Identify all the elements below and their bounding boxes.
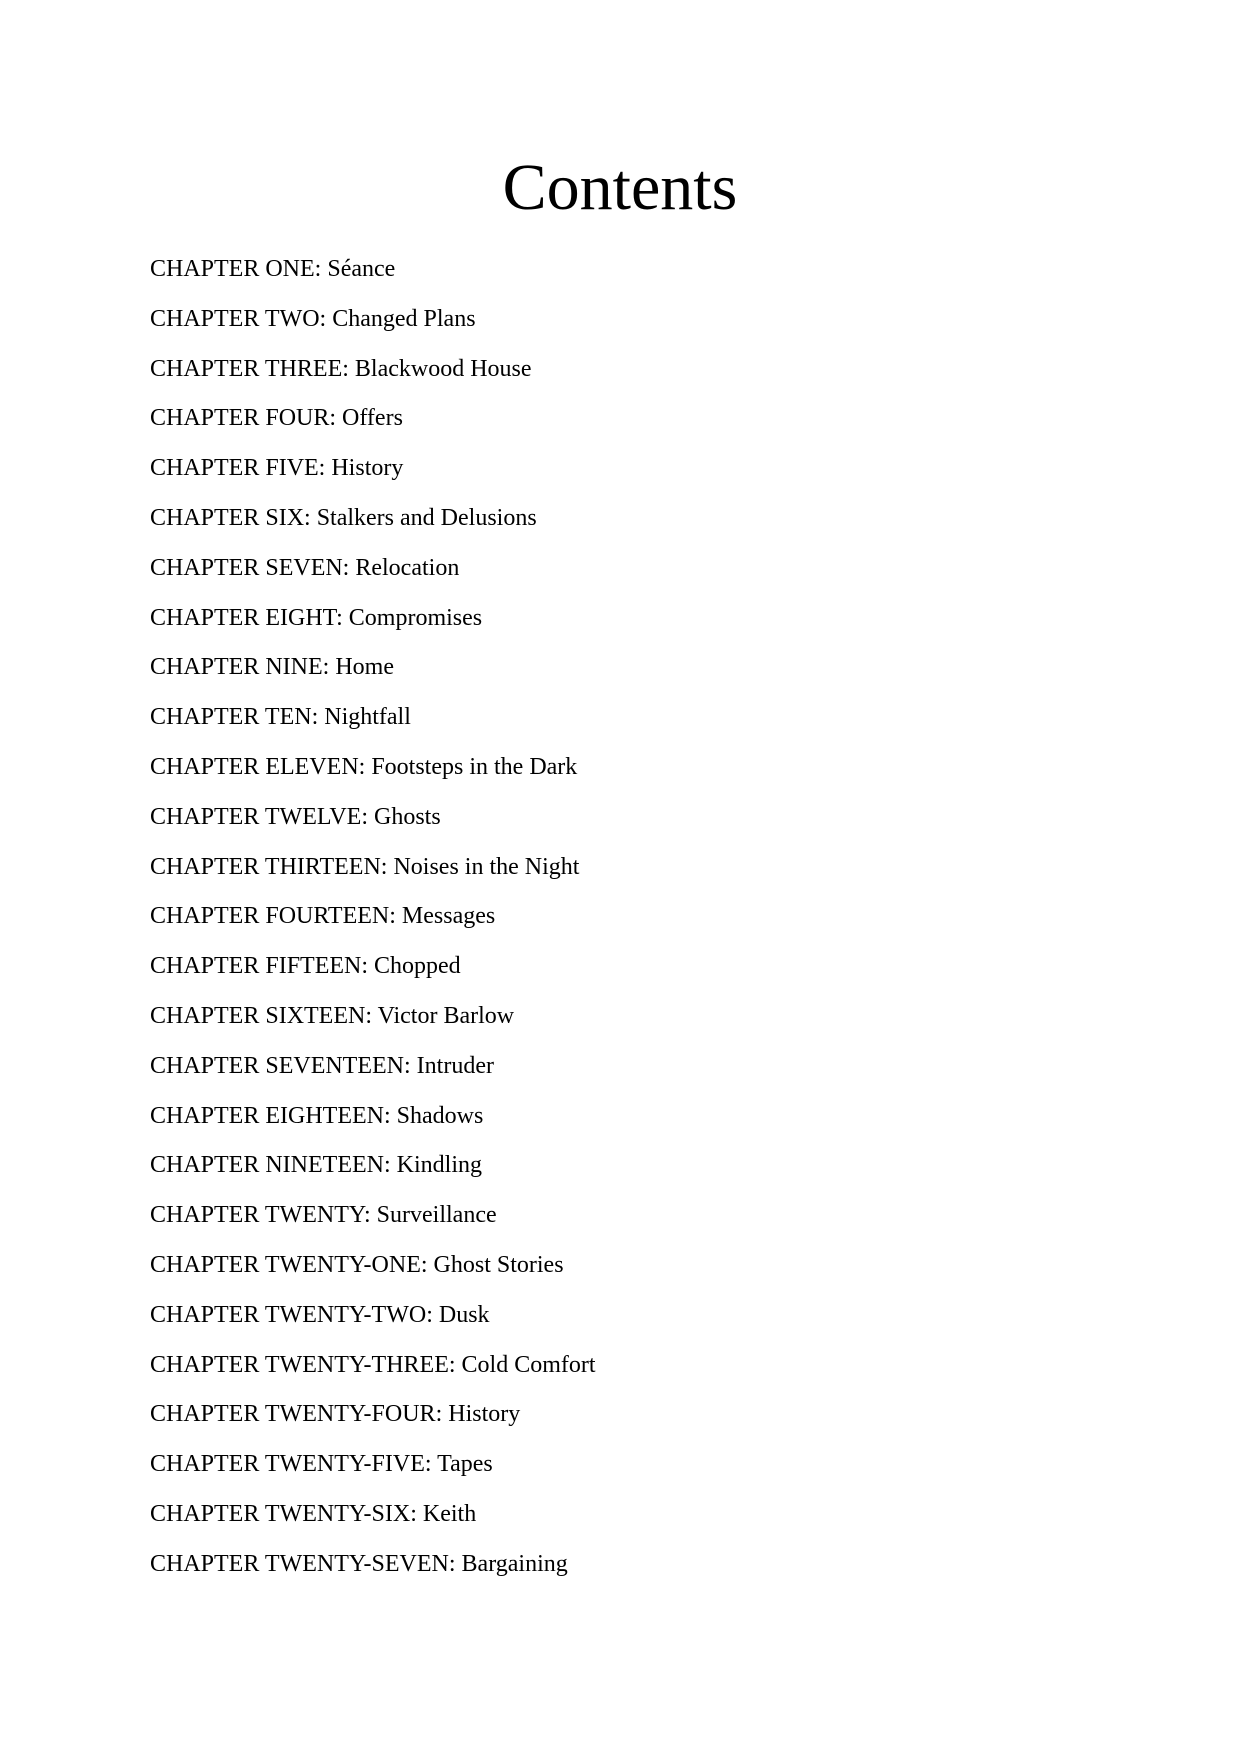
toc-item-chapter-11[interactable]: CHAPTER ELEVEN: Footsteps in the Dark [150,753,578,780]
toc-item-chapter-5[interactable]: CHAPTER FIVE: History [150,455,404,482]
table-of-contents [150,252,596,1597]
toc-item-chapter-1[interactable]: CHAPTER ONE: Séance [150,256,396,282]
toc-item-chapter-6[interactable]: CHAPTER SIX: Stalkers and Delusions [150,504,537,531]
toc-item-chapter-19[interactable]: CHAPTER NINETEEN: Kindling [150,1152,482,1179]
toc-item-chapter-3[interactable]: CHAPTER THREE: Blackwood House [150,355,532,382]
toc-item-chapter-12[interactable]: CHAPTER TWELVE: Ghosts [150,803,441,830]
toc-item-chapter-18[interactable]: CHAPTER EIGHTEEN: Shadows [150,1102,484,1129]
toc-item-chapter-8[interactable]: CHAPTER EIGHT: Compromises [150,604,483,631]
toc-item-chapter-26[interactable]: CHAPTER TWENTY-SIX: Keith [150,1500,477,1527]
toc-item-chapter-13[interactable]: CHAPTER THIRTEEN: Noises in the Night [150,853,580,880]
toc-item-chapter-14[interactable]: CHAPTER FOURTEEN: Messages [150,903,496,930]
toc-item-chapter-15[interactable]: CHAPTER FIFTEEN: Chopped [150,953,461,980]
toc-item-chapter-24[interactable]: CHAPTER TWENTY-FOUR: History [150,1401,521,1428]
toc-item-chapter-21[interactable]: CHAPTER TWENTY-ONE: Ghost Stories [150,1251,564,1278]
toc-item-chapter-4[interactable]: CHAPTER FOUR: Offers [150,405,403,432]
toc-item-chapter-22[interactable]: CHAPTER TWENTY-TWO: Dusk [150,1301,490,1328]
toc-item-chapter-9[interactable]: CHAPTER NINE: Home [150,654,394,681]
toc-item-chapter-23[interactable]: CHAPTER TWENTY-THREE: Cold Comfort [150,1351,596,1378]
toc-item-chapter-16[interactable]: CHAPTER SIXTEEN: Victor Barlow [150,1002,515,1029]
toc-item-chapter-20[interactable]: CHAPTER TWENTY: Surveillance [150,1202,497,1229]
toc-item-chapter-25[interactable]: CHAPTER TWENTY-FIVE: Tapes [150,1451,493,1478]
toc-item-chapter-2[interactable]: CHAPTER TWO: Changed Plans [150,305,476,332]
page-title: Contents [502,151,738,224]
toc-item-chapter-27[interactable]: CHAPTER TWENTY-SEVEN: Bargaining [150,1550,568,1577]
toc-item-chapter-17[interactable]: CHAPTER SEVENTEEN: Intruder [150,1052,494,1079]
toc-item-chapter-7[interactable]: CHAPTER SEVEN: Relocation [150,554,460,581]
toc-item-chapter-10[interactable]: CHAPTER TEN: Nightfall [150,704,411,731]
